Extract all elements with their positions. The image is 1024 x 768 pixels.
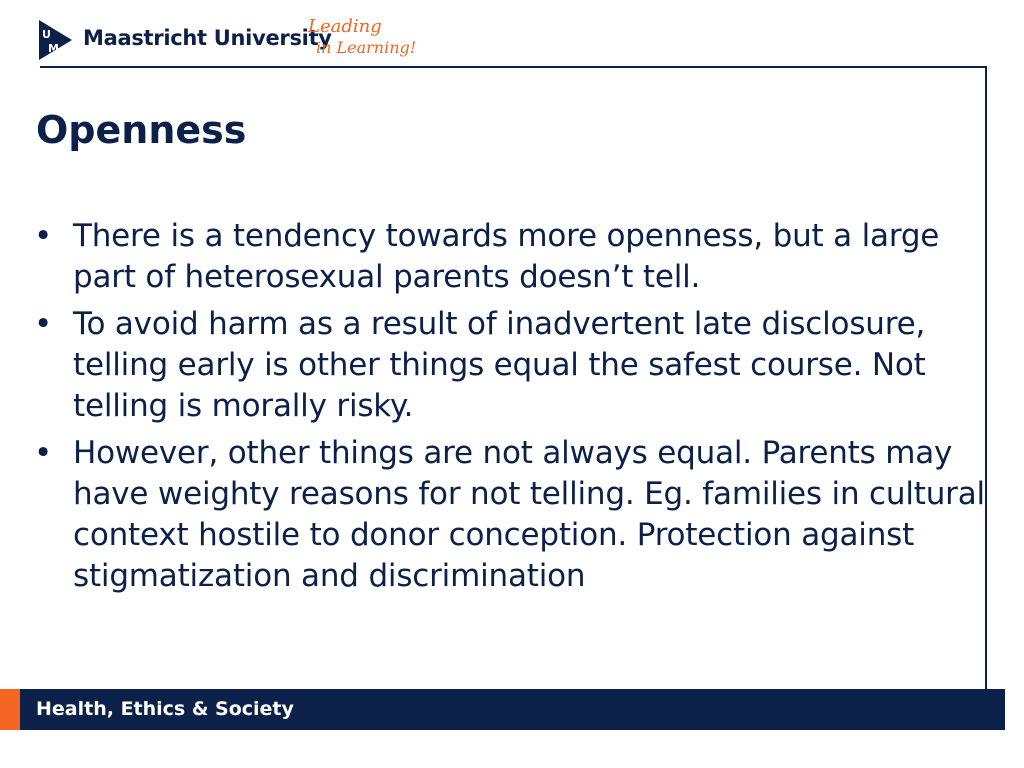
footer-accent bbox=[0, 689, 20, 730]
bullet-item bbox=[30, 216, 990, 298]
footer-end-block bbox=[987, 689, 1005, 730]
bullet-text: There is a tendency towards more openness, but a large part of heterosexual parents doesn’t tell. bbox=[73, 218, 940, 295]
university-name: Maastricht University bbox=[83, 26, 332, 50]
bullet-text: However, other things are not always equal. Parents may have weighty reasons for not telling. Eg. families in cultural context hostile to donor conception. Protection against stigmatization and discrimination bbox=[73, 435, 985, 594]
university-logo-icon bbox=[39, 20, 72, 60]
bullet-list bbox=[30, 216, 990, 603]
svg-text:M: M bbox=[48, 42, 59, 55]
slide-title: Openness bbox=[36, 108, 247, 152]
bullet-dot-icon: • bbox=[34, 218, 53, 254]
footer-label: Health, Ethics & Society bbox=[36, 698, 294, 720]
bullet-item bbox=[30, 304, 990, 427]
tagline-logo bbox=[306, 8, 416, 63]
bullet-text: To avoid harm as a result of inadvertent late disclosure, telling early is other things equal the safest course. Not telling is morally risky. bbox=[73, 306, 926, 424]
header-divider bbox=[40, 66, 987, 68]
bullet-dot-icon: • bbox=[34, 435, 53, 471]
svg-text:Leading: Leading bbox=[308, 16, 382, 37]
bullet-item bbox=[30, 433, 990, 597]
svg-text:U: U bbox=[42, 28, 51, 41]
bullet-dot-icon: • bbox=[34, 306, 53, 342]
svg-text:in Learning!: in Learning! bbox=[316, 38, 416, 57]
